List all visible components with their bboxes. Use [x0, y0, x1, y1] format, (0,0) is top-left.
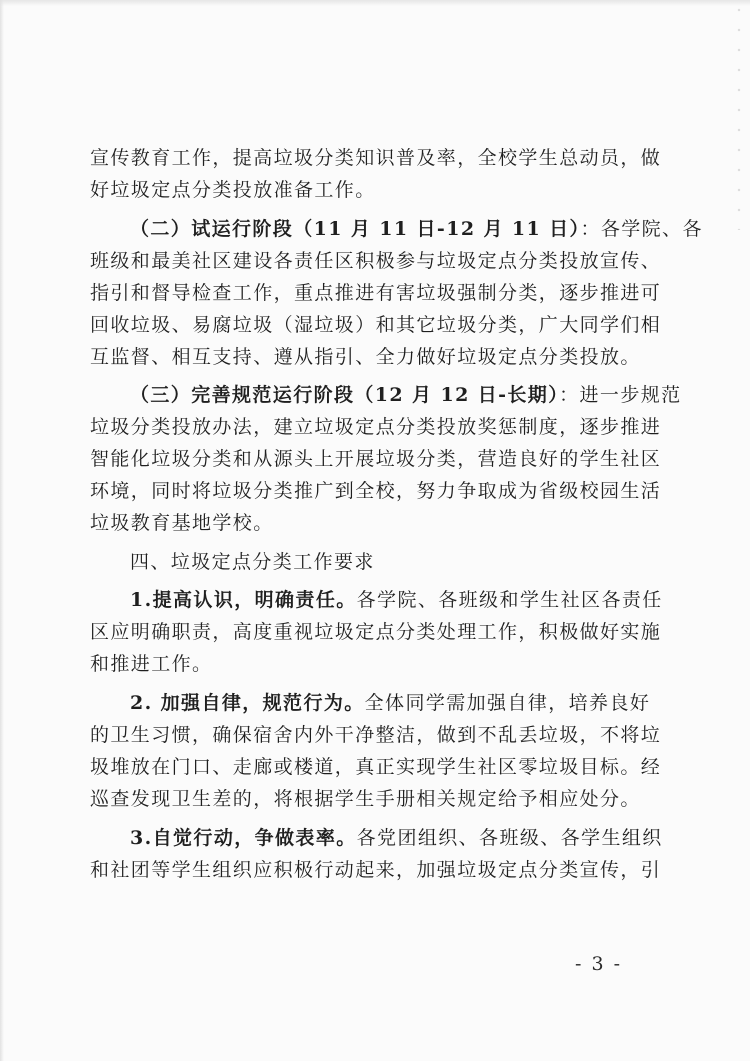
text-segment: 指引和督导检查工作，重点推进有害垃圾强制分类，逐步推进可	[90, 281, 662, 304]
body-line	[90, 783, 650, 815]
text-segment: ：进一步规范	[559, 384, 682, 407]
text-segment: 各党团组织、各班级、各学生组织	[356, 826, 663, 849]
text-segment: 各学院、各班级和学生社区各责任	[356, 589, 663, 612]
scan-edge-top	[0, 0, 750, 6]
text-segment: 互监督、相互支持、遵从指引、全力做好垃圾定点分类投放。	[90, 345, 641, 368]
text-segment: ：各学院、各	[580, 217, 703, 240]
text-segment: 班级和最美社区建设各责任区积极参与垃圾定点分类投放宣传、	[90, 249, 662, 272]
body-line	[90, 341, 650, 373]
body-line	[90, 507, 650, 539]
body-line	[90, 245, 662, 277]
body-line	[90, 822, 663, 854]
body-line	[90, 277, 662, 309]
scan-binding-dots	[734, 0, 744, 230]
body-line	[90, 443, 662, 475]
text-segment: 回收垃圾、易腐垃圾（湿垃圾）和其它垃圾分类，广大同学们相	[90, 313, 662, 336]
text-segment: 宣传教育工作，提高垃圾分类知识普及率，全校学生总动员，做	[90, 147, 662, 169]
body-line	[90, 142, 662, 174]
body-line	[90, 751, 662, 783]
body-line	[90, 309, 662, 341]
text-segment: 智能化垃圾分类和从源头上开展垃圾分类，营造良好的学生社区	[90, 448, 662, 471]
requirement-heading-3: 3.自觉行动，争做表率。	[130, 826, 357, 849]
body-line	[90, 584, 663, 616]
body-line	[90, 174, 650, 206]
text-segment: 环境，同时将垃圾分类推广到全校，努力争取成为省级校园生活	[90, 480, 662, 503]
text-segment: 区应明确职责，高度重视垃圾定点分类处理工作，积极做好实施	[90, 621, 662, 644]
section-heading-trial-run: （二）试运行阶段（11 月 11 日-12 月 11 日）	[130, 217, 581, 240]
text-segment: 好垃圾定点分类投放准备工作。	[90, 179, 376, 201]
body-line	[90, 616, 662, 648]
body-line	[90, 475, 662, 507]
body-line	[90, 213, 703, 245]
text-segment: 四、垃圾定点分类工作要求	[130, 550, 375, 573]
text-segment: 垃圾教育基地学校。	[90, 512, 274, 535]
body-line	[90, 379, 682, 411]
body-line	[90, 411, 662, 443]
text-segment: 垃圾分类投放办法，建立垃圾定点分类投放奖惩制度，逐步推进	[90, 416, 662, 439]
text-segment: 巡查发现卫生差的，将根据学生手册相关规定给予相应处分。	[90, 787, 641, 810]
body-line	[90, 719, 662, 751]
page-number: - 3 -	[575, 953, 623, 975]
body-line	[90, 687, 650, 719]
text-segment: 和推进工作。	[90, 653, 213, 676]
body-line	[90, 854, 662, 886]
section-heading-standard-run: （三）完善规范运行阶段（12 月 12 日-长期）	[130, 384, 560, 407]
document-body	[90, 142, 703, 886]
section-title-requirements	[90, 546, 650, 578]
text-segment: 全体同学需加强自律，培养良好	[364, 691, 651, 714]
requirement-heading-2: 2. 加强自律，规范行为。	[130, 691, 365, 714]
requirement-heading-1: 1.提高认识，明确责任。	[130, 589, 357, 612]
text-segment: 圾堆放在门口、走廊或楼道，真正实现学生社区零垃圾目标。经	[90, 755, 662, 778]
text-segment: 的卫生习惯，确保宿舍内外干净整洁，做到不乱丢垃圾，不将垃	[90, 723, 662, 746]
text-segment: 和社团等学生组织应积极行动起来，加强垃圾定点分类宣传，引	[90, 858, 662, 881]
body-line	[90, 648, 650, 680]
scan-edge-left	[0, 0, 4, 1061]
